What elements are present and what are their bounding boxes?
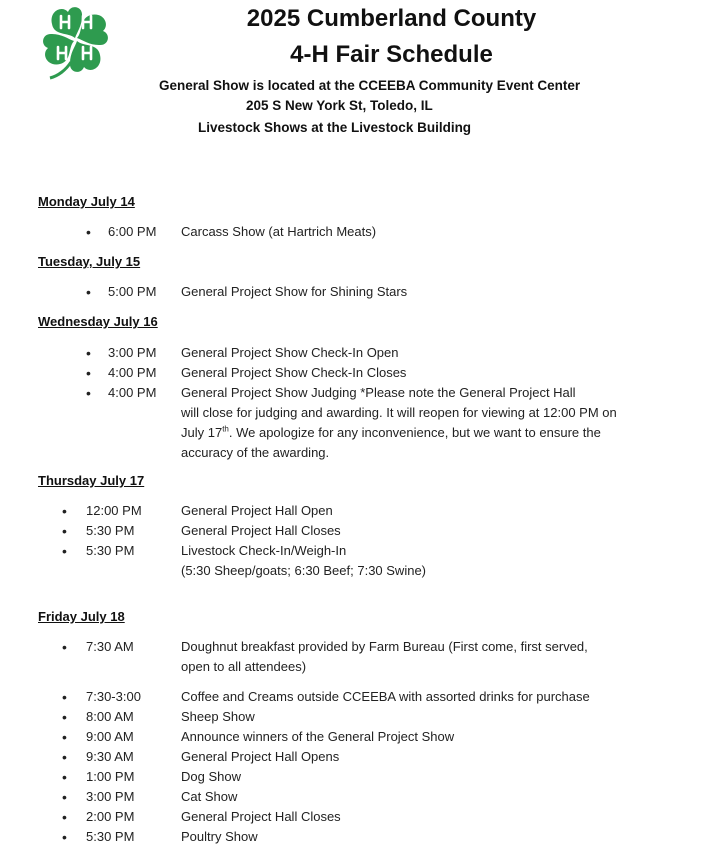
- bullet-icon: •: [62, 789, 67, 805]
- day-heading-thursday: Thursday July 17: [38, 473, 145, 488]
- event-description: Coffee and Creams outside CCEEBA with assorted drinks for purchase: [181, 689, 590, 704]
- bullet-icon: •: [86, 365, 91, 381]
- event-description: . We apologize for any inconvenience, but we want to ensure the: [228, 425, 601, 440]
- page-title-line-1: 2025 Cumberland County: [246, 5, 537, 32]
- event-time: 3:00 PM: [86, 789, 135, 804]
- event-time: 9:00 AM: [86, 729, 134, 744]
- day-heading-friday: Friday July 18: [38, 609, 125, 624]
- event-time: 3:00 PM: [108, 345, 157, 360]
- day-heading-tuesday: Tuesday, July 15: [38, 254, 141, 269]
- event-time: 5:30 PM: [86, 543, 135, 558]
- event-description: General Project Hall Closes: [181, 809, 341, 824]
- event-description: General Project Hall Closes: [181, 523, 341, 538]
- bullet-icon: •: [62, 639, 67, 655]
- event-time: 12:00 PM: [86, 503, 142, 518]
- bullet-icon: •: [86, 284, 91, 300]
- bullet-icon: •: [62, 709, 67, 725]
- page-title-line-2: 4-H Fair Schedule: [290, 41, 493, 68]
- event-time: 7:30 AM: [86, 639, 134, 654]
- bullet-icon: •: [62, 749, 67, 765]
- day-heading-monday: Monday July 14: [38, 194, 135, 209]
- event-description: General Project Show Check-In Closes: [181, 365, 407, 380]
- event-description: will close for judging and awarding. It will reopen for viewing at 12:00 PM on: [181, 405, 617, 420]
- ordinal-suffix: th: [222, 424, 229, 434]
- event-time: 5:30 PM: [86, 829, 135, 844]
- event-description: General Project Show Check-In Open: [181, 345, 399, 360]
- event-time: 9:30 AM: [86, 749, 134, 764]
- event-description: open to all attendees): [181, 659, 307, 674]
- event-description: Carcass Show (at Hartrich Meats): [181, 224, 377, 239]
- event-description: Sheep Show: [181, 709, 255, 724]
- event-description: General Project Show for Shining Stars: [181, 284, 408, 299]
- event-time: 2:00 PM: [86, 809, 135, 824]
- event-time: 1:00 PM: [86, 769, 135, 784]
- event-time: 5:30 PM: [86, 523, 135, 538]
- event-description: Cat Show: [181, 789, 238, 804]
- bullet-icon: •: [62, 829, 67, 845]
- bullet-icon: •: [62, 689, 67, 705]
- bullet-icon: •: [62, 523, 67, 539]
- bullet-icon: •: [86, 224, 91, 240]
- bullet-icon: •: [86, 345, 91, 361]
- event-description: Dog Show: [181, 769, 241, 784]
- event-description: Doughnut breakfast provided by Farm Bureau (First come, first served,: [181, 639, 588, 654]
- event-time: 7:30-3:00: [86, 689, 141, 704]
- bullet-icon: •: [86, 385, 91, 401]
- event-description: July 17: [181, 425, 223, 440]
- bullet-icon: •: [62, 503, 67, 519]
- bullet-icon: •: [62, 729, 67, 745]
- event-time: 5:00 PM: [108, 284, 157, 299]
- event-description: General Project Hall Opens: [181, 749, 340, 764]
- location-line-2: 205 S New York St, Toledo, IL: [246, 98, 433, 113]
- bullet-icon: •: [62, 769, 67, 785]
- event-description: accuracy of the awarding.: [181, 445, 330, 460]
- day-heading-wednesday: Wednesday July 16: [38, 314, 158, 329]
- bullet-icon: •: [62, 543, 67, 559]
- event-time: 4:00 PM: [108, 365, 157, 380]
- event-description: Announce winners of the General Project Show: [181, 729, 455, 744]
- event-time: 4:00 PM: [108, 385, 157, 400]
- location-line-3: Livestock Shows at the Livestock Building: [198, 120, 472, 135]
- event-description: General Project Show Judging *Please note the General Project Hall: [181, 385, 576, 400]
- event-description: Poultry Show: [181, 829, 258, 844]
- event-description: General Project Hall Open: [181, 503, 333, 518]
- location-line-1: General Show is located at the CCEEBA Community Event Center: [159, 78, 581, 93]
- event-description: Livestock Check-In/Weigh-In: [181, 543, 347, 558]
- event-time: 6:00 PM: [108, 224, 157, 239]
- event-time: 8:00 AM: [86, 709, 134, 724]
- bullet-icon: •: [62, 809, 67, 825]
- event-description: (5:30 Sheep/goats; 6:30 Beef; 7:30 Swine): [181, 563, 427, 578]
